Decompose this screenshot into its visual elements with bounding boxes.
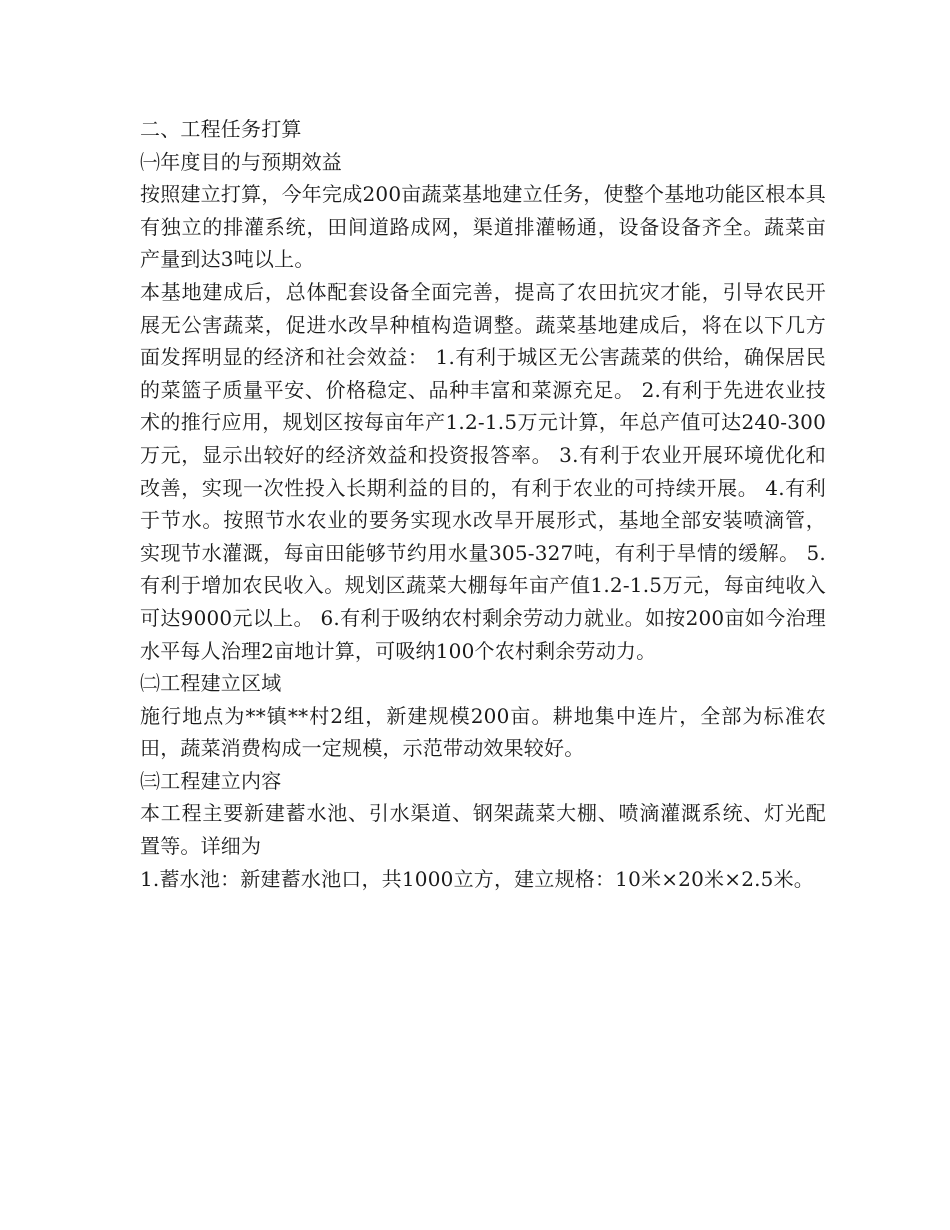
subsection-title-annual-goals: ㈠年度目的与预期效益 [140,149,342,174]
subsection-title-area: ㈡工程建立区域 [140,671,282,696]
paragraph-construction: 本工程主要新建蓄水池、引水渠道、钢架蔬菜大棚、喷滴灌溉系统、灯光配置等。详细为 [140,801,826,859]
section-title: 二、工程任务打算 [140,117,302,141]
paragraph-benefits: 本基地建成后，总体配套设备全面完善，提高了农田抗灾才能，引导农民开展无公害蔬菜，促进水改旱种植构造调整。蔬菜基地建成后，将在以下几方面发挥明显的经济和社会效益： 1.有利于城区无公害蔬菜的供给，确保居民的菜篮子质量平安、价格稳定、品种丰富和菜源充足。 2.有利于先进农业技术的推行应用，规划区按每亩年产1.2-1.5万元计算，年总产值可达240-300万元，显示出较好的经济效益和投资报答率。 3.有利于农业开展环境优化和改善，实现一次性投入长期利益的目的，有利于农业的可持续开展。 4.有利于节水。按照节水农业的要务实现水改旱开展形式，基地全部安装喷滴管，实现节水灌溉，每亩田能够节约用水量305-327吨，有利于旱情的缓解。 5.有利于增加农民收入。规划区蔬菜大棚每年亩产值1.2-1.5万元，每亩纯收入可达9000元以上。 6.有利于吸纳农村剩余劳动力就业。如按200亩如今治理水平每人治理2亩地计算，可吸纳100个农村剩余劳动力。 [140,279,826,663]
paragraph-location: 施行地点为**镇**村2组，新建规模200亩。耕地集中连片，全部为标准农田，蔬菜消费构成一定规模，示范带动效果较好。 [140,703,826,761]
paragraph-plan: 按照建立打算，今年完成200亩蔬菜基地建立任务，使整个基地功能区根本具有独立的排灌系统，田间道路成网，渠道排灌畅通，设备设备齐全。蔬菜亩产量到达3吨以上。 [140,182,826,272]
paragraph-reservoir: 1.蓄水池：新建蓄水池口，共1000立方，建立规格：10米×20米×2.5米。 [140,866,815,891]
document-body [140,113,826,895]
subsection-title-content: ㈢工程建立内容 [140,768,282,793]
